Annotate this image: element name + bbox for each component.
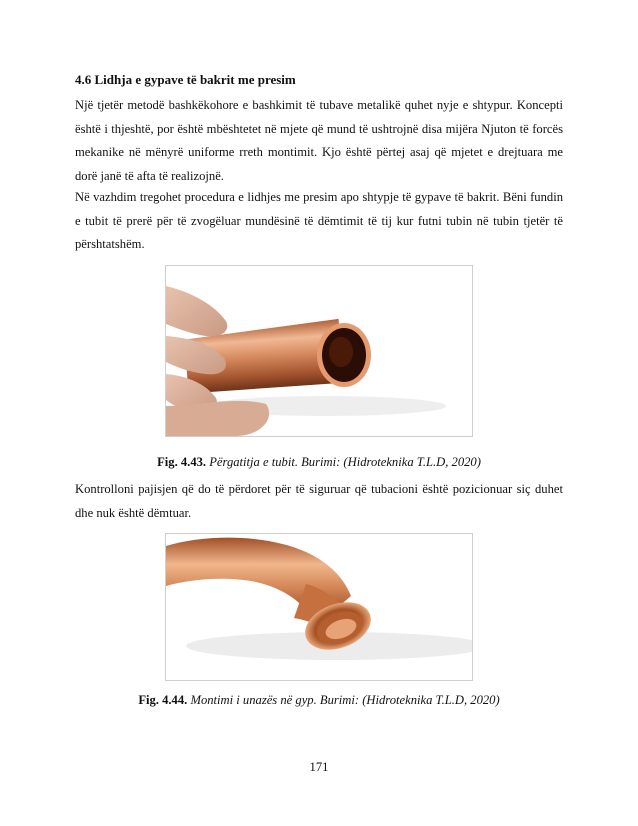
section-heading: 4.6 Lidhja e gypave të bakrit me presim — [75, 72, 296, 87]
paragraph-inspection: Kontrolloni pajisjen që do të përdoret për të siguruar që tubacioni është pozicionuar siç duhet dhe nuk është dëmtuar. — [75, 482, 563, 520]
figure-caption-text: Përgatitja e tubit. Burimi: (Hidroteknika T.L.D, 2020) — [209, 455, 481, 469]
paragraph-intro: Një tjetër metodë bashkëkohore e bashkimit të tubave metalikë quhet nyje e shtypur. Koncepti është i thjeshtë, por është mbështetet në mjete që mund të ushtrojnë disa mijëra Njuton të forcës mekanike në mënyrë uniforme rreth montimit. Kjo është përtej asaj që mjetet e drejtuara me dorë janë të afta të realizojnë. — [75, 98, 563, 183]
figure-pipe-preparation-image — [165, 265, 473, 437]
figure-number: Fig. 4.43. — [157, 455, 207, 469]
figure-caption-1 — [0, 455, 638, 470]
pipe-in-hand-illustration — [166, 266, 472, 436]
figure-number: Fig. 4.44. — [138, 693, 188, 707]
pipe-fitting-illustration — [166, 534, 472, 680]
page-number: 171 — [309, 760, 329, 774]
paragraph-procedure: Në vazhdim tregohet procedura e lidhjes me presim apo shtypje të gypave të bakrit. Bëni fundin e tubit të prerë për të zvogëluar mundësinë të dëmtimit të tij kur futni tubin në tubin tjetër të përshtatshëm. — [75, 190, 563, 251]
figure-ring-assembly-image — [165, 533, 473, 681]
figure-caption-text: Montimi i unazës në gyp. Burimi: (Hidroteknika T.L.D, 2020) — [190, 693, 500, 707]
figure-caption-2 — [0, 693, 638, 708]
